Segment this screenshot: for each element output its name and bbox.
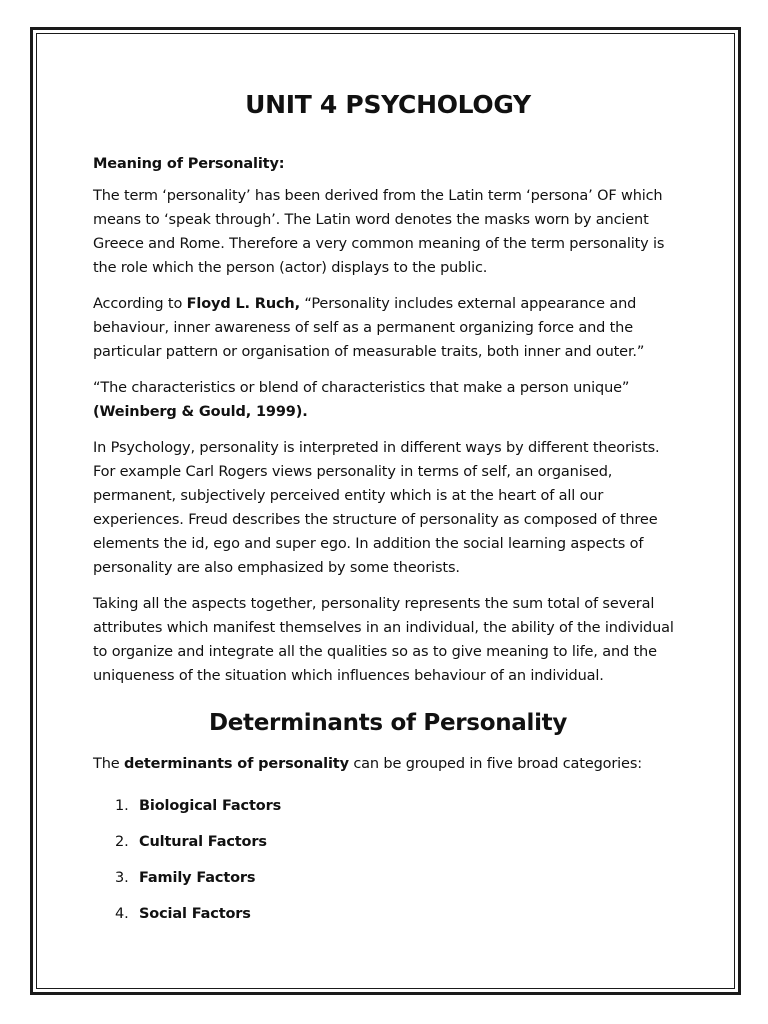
determinants-heading: Determinants of Personality (208, 710, 568, 736)
meaning-paragraph-5: Taking all the aspects together, personality represents the sum total of several attributes which manifest themselves in an individual, the ability of the individual to organize and integrate all the qualities so as to give meaning to life, and the uniqueness of the situation which influences behaviour of an individual. (93, 596, 674, 684)
list-label: Family Factors (139, 870, 256, 886)
ruch-author: Floyd L. Ruch, (186, 296, 300, 312)
meaning-paragraph-4: In Psychology, personality is interpreted in different ways by different theorists. For example Carl Rogers views personality in terms of self, an organised, permanent, subjectively perceived entity which is at the heart of all our experiences. Freud describes the structure of personality as composed of three elements the id, ego and super ego. In addition the social learning aspects of personality are also emphasized by some theorists. (93, 440, 660, 576)
list-label: Social Factors (139, 906, 251, 922)
list-label: Biological Factors (139, 798, 282, 814)
list-number: 2. (115, 834, 129, 850)
list-item (115, 794, 683, 818)
meaning-paragraph-1: The term ‘personality’ has been derived from the Latin term ‘persona’ OF which means to ‘speak through’. The Latin word denotes the masks worn by ancient Greece and Rome. Therefore a very common meaning of the term personality is the role which the person (actor) displays to the public. (93, 188, 665, 276)
meaning-paragraph-3 (93, 376, 683, 424)
weinberg-quote: “The characteristics or blend of characteristics that make a person unique” (93, 380, 630, 396)
page-title: UNIT 4 PSYCHOLOGY (245, 90, 531, 119)
ruch-lead: According to (93, 296, 187, 312)
ruch-quote: “Personality includes external appearance and behaviour, inner awareness of self as a permanent organizing force and the particular pattern or organisation of measurable traits, both inner and outer.” (93, 296, 645, 360)
list-number: 4. (115, 906, 129, 922)
list-number: 1. (115, 798, 129, 814)
meaning-heading: Meaning of Personality: (93, 156, 285, 172)
weinberg-citation: (Weinberg & Gould, 1999). (93, 404, 308, 420)
list-item (115, 902, 683, 926)
meaning-paragraph-2 (93, 292, 683, 364)
document-body (93, 88, 683, 938)
list-label: Cultural Factors (139, 834, 267, 850)
intro-pre: The (93, 756, 124, 772)
determinants-intro (93, 752, 683, 776)
list-item (115, 830, 683, 854)
intro-bold: determinants of personality (123, 756, 349, 772)
factors-list (93, 794, 683, 926)
list-item (115, 866, 683, 890)
list-number: 3. (115, 870, 129, 886)
intro-post: can be grouped in five broad categories: (348, 756, 642, 772)
